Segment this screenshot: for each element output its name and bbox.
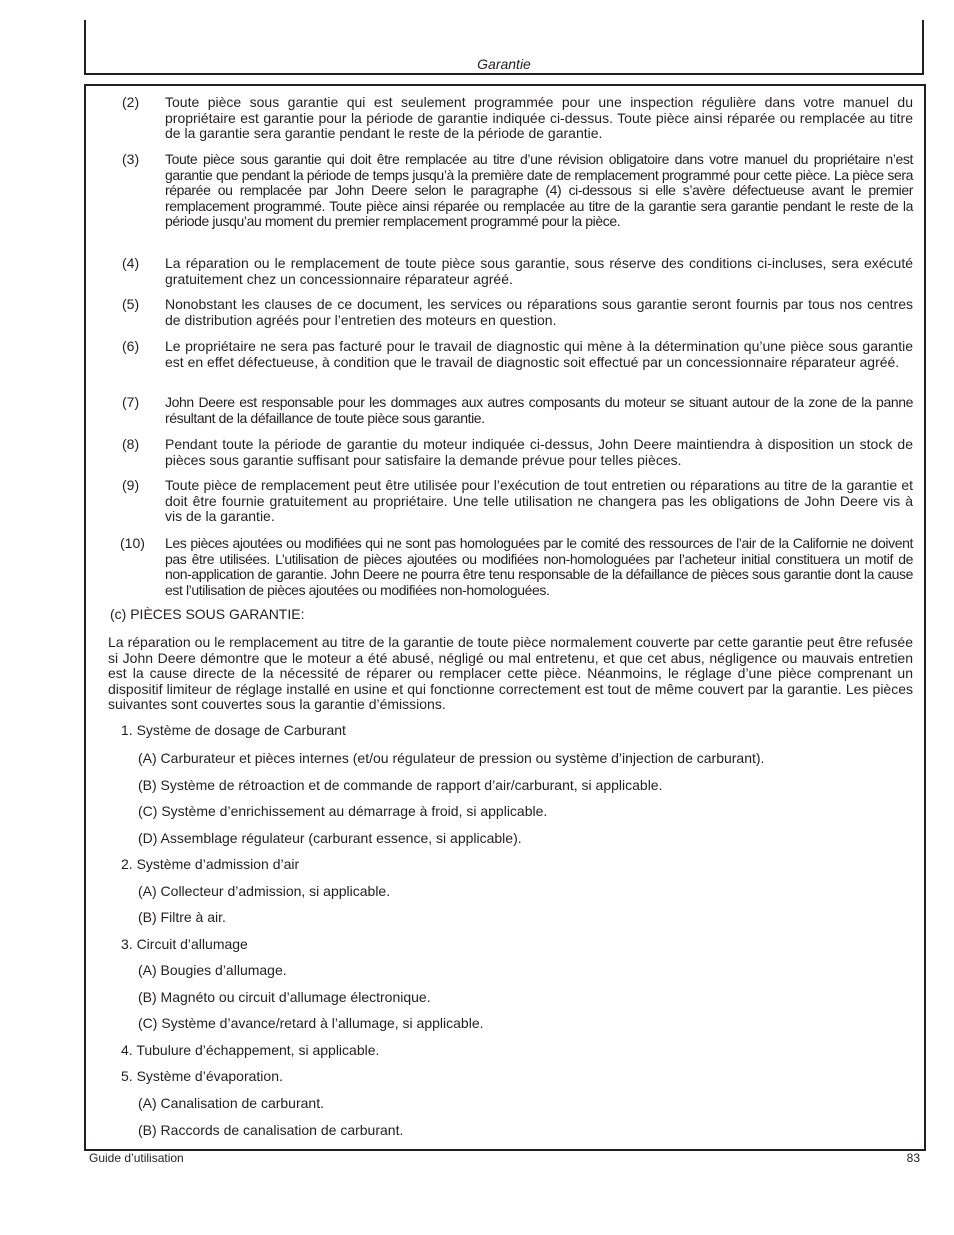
list-item: (B) Raccords de canalisation de carburant. (138, 1122, 404, 1138)
item-text: Le propriétaire ne sera pas facturé pour le travail de diagnostic qui mène à la détermination qu’une pièce sous garantie est en effet défectueuse, à condition que le travail de diagnostic soit effectué par un concessionnaire réparateur agréé. (165, 338, 913, 370)
page-number: 83 (906, 1151, 920, 1165)
list-item: (B) Magnéto ou circuit d’allumage électronique. (138, 989, 431, 1005)
list-item: (C) Système d’avance/retard à l’allumage, si applicable. (138, 1015, 484, 1031)
list-item: (A) Collecteur d’admission, si applicable. (138, 883, 391, 899)
item-number: (6) (122, 338, 140, 354)
list-item: 1. Système de dosage de Carburant (121, 722, 346, 738)
item-number: (8) (122, 436, 140, 452)
item-text: Toute pièce sous garantie qui est seulement programmée pour une inspection régulière dans votre manuel du propriétaire est garantie pour la période de garantie indiquée ci-dessus. Toute pièce ainsi réparée ou remplacée au titre de la garantie sera garantie pendant le reste de la période de garantie. (165, 94, 913, 141)
item-text: Les pièces ajoutées ou modifiées qui ne sont pas homologuées par le comité des ressources de l’air de la Californie ne doivent pas être utilisées. L’utilisation de pièces ajoutées ou modifiées non-homologuées par l’acheteur initial constituera un motif de non-application de garantie. John Deere ne pourra être tenu responsable de la défaillance de pièces sous garantie dont la cause est l’utilisation de pièces ajoutées ou modifiées non-homologuées. (165, 535, 913, 598)
item-text: La réparation ou le remplacement de toute pièce sous garantie, sous réserve des conditions ci-incluses, sera exécuté gratuitement chez un concessionnaire réparateur agréé. (165, 255, 913, 287)
list-item: (D) Assemblage régulateur (carburant essence, si applicable). (138, 830, 522, 846)
footer-title: Guide d’utilisation (89, 1151, 184, 1165)
item-number: (2) (122, 94, 140, 110)
item-number: (4) (122, 255, 140, 271)
item-number: (10) (120, 535, 145, 551)
section-heading: (c) PIÈCES SOUS GARANTIE: (110, 606, 305, 622)
list-item: (C) Système d’enrichissement au démarrage à froid, si applicable. (138, 803, 548, 819)
item-number: (3) (122, 151, 140, 167)
item-text: John Deere est responsable pour les dommages aux autres composants du moteur se situant autour de la zone de la panne résultant de la défaillance de toute pièce sous garantie. (165, 394, 913, 426)
list-item: (A) Canalisation de carburant. (138, 1095, 324, 1111)
section-paragraph: La réparation ou le remplacement au titre de la garantie de toute pièce normalement couverte par cette garantie peut être refusée si John Deere démontre que le moteur a été abusé, négligé ou mal entretenu, et que cet abus, négligence ou mauvais entretien est la cause directe de la nécessité de réparer ou remplacer cette pièce. Néanmoins, le réglage d’une pièce comprenant un dispositif limiteur de réglage installé en usine et qui fonctionne correctement est tout de même couvert par la garantie. Les pièces suivantes sont couvertes sous la garantie d’émissions. (108, 634, 913, 712)
list-item: 5. Système d’évaporation. (121, 1068, 283, 1084)
list-item: (B) Filtre à air. (138, 909, 226, 925)
list-item: 3. Circuit d’allumage (121, 936, 248, 952)
page-title: Garantie (477, 56, 531, 72)
item-number: (7) (122, 394, 140, 410)
item-text: Nonobstant les clauses de ce document, les services ou réparations sous garantie seront fournis par tous nos centres de distribution agréés pour l’entretien des moteurs en question. (165, 296, 913, 328)
list-item: (A) Bougies d’allumage. (138, 962, 287, 978)
list-item: (B) Système de rétroaction et de commande de rapport d’air/carburant, si applicable. (138, 777, 663, 793)
item-number: (9) (122, 477, 140, 493)
item-text: Toute pièce de remplacement peut être utilisée pour l’exécution de tout entretien ou réparations au titre de la garantie et doit être fournie gratuitement au propriétaire. Une telle utilisation ne changera pas les obligations de John Deere vis à vis de la garantie. (165, 477, 913, 524)
item-text: Pendant toute la période de garantie du moteur indiquée ci-dessus, John Deere maintiendra à disposition un stock de pièces sous garantie suffisant pour satisfaire la demande prévue pour telles pièces. (165, 436, 913, 468)
item-number: (5) (122, 296, 140, 312)
header-frame (84, 20, 924, 75)
list-item: (A) Carburateur et pièces internes (et/ou régulateur de pression ou système d’injection de carburant). (138, 750, 765, 766)
list-item: 2. Système d’admission d’air (121, 856, 300, 872)
list-item: 4. Tubulure d’échappement, si applicable. (121, 1042, 380, 1058)
item-text: Toute pièce sous garantie qui doit être remplacée au titre d’une révision obligatoire dans votre manuel du propriétaire n’est garantie que pendant la période de temps jusqu’à la première date de remplacement programmé pour cette pièce. La pièce sera réparée ou remplacée par John Deere selon le paragraphe (4) ci-dessous si elle s’avère défectueuse avant le premier remplacement programmé. Toute pièce ainsi réparée ou remplacée au titre de la garantie sera garantie pendant le reste de la période jusqu’au moment du premier remplacement programmé pour la pièce. (165, 151, 913, 229)
content-frame (84, 84, 926, 1151)
